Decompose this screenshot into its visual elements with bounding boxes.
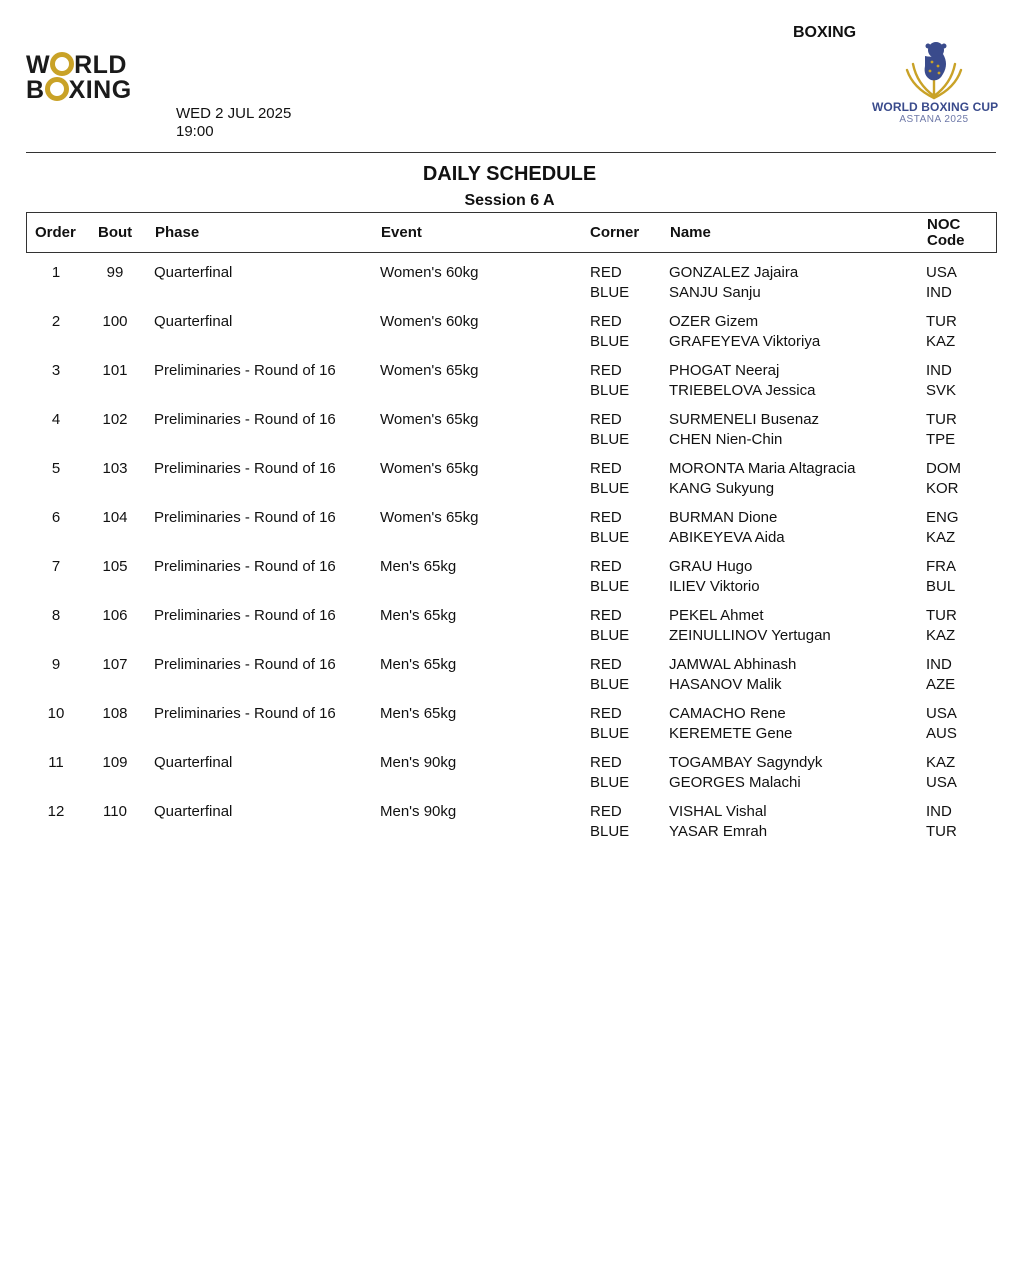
column-header-phase: Phase	[155, 223, 200, 241]
blue-noc-code: IND	[926, 284, 952, 301]
table-row	[0, 312, 1019, 361]
red-corner-label: RED	[590, 362, 622, 379]
red-noc-code: FRA	[926, 558, 956, 575]
red-corner-label: RED	[590, 803, 622, 820]
leopard-emblem-icon	[899, 40, 969, 100]
blue-boxer-name: ILIEV Viktorio	[669, 578, 760, 595]
bout-event: Men's 90kg	[380, 803, 457, 820]
blue-corner-label: BLUE	[590, 627, 630, 644]
bout-event: Men's 65kg	[380, 656, 457, 673]
cup-title: WORLD BOXING CUP	[872, 100, 999, 114]
column-header-noc-line1: NOC	[927, 215, 961, 233]
blue-noc-code: KAZ	[926, 333, 956, 350]
schedule-date: WED 2 JUL 2025	[176, 105, 292, 122]
column-header-event: Event	[381, 223, 422, 241]
bout-phase: Preliminaries - Round of 16	[154, 509, 336, 526]
header-divider	[26, 152, 996, 153]
red-corner-label: RED	[590, 313, 622, 330]
blue-corner-label: BLUE	[590, 774, 630, 791]
page-title: DAILY SCHEDULE	[422, 163, 597, 185]
table-row	[0, 655, 1019, 704]
bout-event: Women's 65kg	[380, 509, 479, 526]
blue-boxer-name: HASANOV Malik	[669, 676, 782, 693]
bout-order: 11	[48, 754, 64, 771]
blue-corner-label: BLUE	[590, 382, 630, 399]
red-corner-label: RED	[590, 607, 622, 624]
bout-order: 7	[51, 558, 61, 575]
schedule-datetime	[176, 105, 291, 141]
bout-number: 108	[102, 705, 128, 722]
red-noc-code: TUR	[926, 607, 957, 624]
bout-number: 106	[102, 607, 128, 624]
blue-corner-label: BLUE	[590, 725, 630, 742]
blue-corner-label: BLUE	[590, 676, 630, 693]
bout-order: 6	[51, 509, 61, 526]
red-noc-code: TUR	[926, 411, 957, 428]
bout-phase: Preliminaries - Round of 16	[154, 460, 336, 477]
red-corner-label: RED	[590, 754, 622, 771]
bout-phase: Preliminaries - Round of 16	[154, 705, 336, 722]
bout-phase: Preliminaries - Round of 16	[154, 411, 336, 428]
blue-corner-label: BLUE	[590, 529, 630, 546]
red-corner-label: RED	[590, 411, 622, 428]
bout-order: 1	[51, 264, 61, 281]
red-boxer-name: CAMACHO Rene	[669, 705, 786, 722]
table-row	[0, 704, 1019, 753]
bout-event: Women's 65kg	[380, 362, 479, 379]
logo-letters: RLD	[74, 51, 127, 79]
bout-number: 103	[102, 460, 128, 477]
blue-boxer-name: ABIKEYEVA Aida	[669, 529, 785, 546]
blue-boxer-name: TRIEBELOVA Jessica	[669, 382, 816, 399]
table-row	[0, 508, 1019, 557]
red-corner-label: RED	[590, 460, 622, 477]
logo-ring-icon	[50, 52, 74, 76]
red-corner-label: RED	[590, 264, 622, 281]
red-boxer-name: GONZALEZ Jajaira	[669, 264, 799, 281]
bout-event: Women's 65kg	[380, 411, 479, 428]
bout-phase: Preliminaries - Round of 16	[154, 362, 336, 379]
bout-number: 109	[102, 754, 128, 771]
bout-event: Men's 90kg	[380, 754, 457, 771]
blue-noc-code: TPE	[926, 431, 956, 448]
bout-phase: Quarterfinal	[154, 313, 233, 330]
schedule-time: 19:00	[176, 123, 214, 140]
logo-line-boxing	[26, 77, 186, 102]
red-corner-label: RED	[590, 705, 622, 722]
red-boxer-name: PHOGAT Neeraj	[669, 362, 780, 379]
blue-noc-code: AUS	[926, 725, 957, 742]
red-boxer-name: BURMAN Dione	[669, 509, 778, 526]
bout-phase: Quarterfinal	[154, 264, 233, 281]
table-row	[0, 557, 1019, 606]
blue-corner-label: BLUE	[590, 431, 630, 448]
column-header-corner: Corner	[590, 223, 640, 241]
table-row	[0, 410, 1019, 459]
sport-label: BOXING	[793, 24, 857, 41]
blue-boxer-name: GRAFEYEVA Viktoriya	[669, 333, 821, 350]
blue-boxer-name: CHEN Nien-Chin	[669, 431, 783, 448]
table-row	[0, 802, 1019, 851]
table-row	[0, 263, 1019, 312]
logo-ring-icon	[45, 77, 69, 101]
table-row	[0, 361, 1019, 410]
red-noc-code: IND	[926, 656, 952, 673]
bout-phase: Preliminaries - Round of 16	[154, 607, 336, 624]
bout-order: 2	[51, 313, 61, 330]
blue-corner-label: BLUE	[590, 578, 630, 595]
blue-noc-code: USA	[926, 774, 957, 791]
blue-corner-label: BLUE	[590, 823, 630, 840]
bout-order: 8	[51, 607, 61, 624]
bout-phase: Quarterfinal	[154, 803, 233, 820]
bout-order: 3	[51, 362, 61, 379]
bout-order: 9	[51, 656, 61, 673]
table-row	[0, 606, 1019, 655]
red-noc-code: DOM	[926, 460, 961, 477]
bout-number: 101	[102, 362, 128, 379]
red-noc-code: KAZ	[926, 754, 956, 771]
red-noc-code: IND	[926, 803, 952, 820]
bout-phase: Quarterfinal	[154, 754, 233, 771]
blue-boxer-name: SANJU Sanju	[669, 284, 761, 301]
red-corner-label: RED	[590, 656, 622, 673]
table-row	[0, 753, 1019, 802]
bout-event: Men's 65kg	[380, 705, 457, 722]
column-header-noc	[927, 213, 965, 252]
blue-boxer-name: ZEINULLINOV Yertugan	[669, 627, 831, 644]
blue-noc-code: KAZ	[926, 627, 956, 644]
bout-order: 5	[51, 460, 61, 477]
red-noc-code: ENG	[926, 509, 959, 526]
table-header	[26, 212, 997, 253]
bout-order: 10	[47, 705, 65, 722]
red-noc-code: IND	[926, 362, 952, 379]
bout-number: 102	[102, 411, 128, 428]
blue-boxer-name: KEREMETE Gene	[669, 725, 793, 742]
red-boxer-name: GRAU Hugo	[669, 558, 753, 575]
blue-noc-code: AZE	[926, 676, 956, 693]
red-boxer-name: TOGAMBAY Sagyndyk	[669, 754, 823, 771]
red-boxer-name: SURMENELI Busenaz	[669, 411, 820, 428]
blue-corner-label: BLUE	[590, 284, 630, 301]
blue-corner-label: BLUE	[590, 480, 630, 497]
red-noc-code: TUR	[926, 313, 957, 330]
blue-boxer-name: KANG Sukyung	[669, 480, 775, 497]
table-row	[0, 459, 1019, 508]
blue-noc-code: SVK	[926, 382, 957, 399]
red-boxer-name: PEKEL Ahmet	[669, 607, 764, 624]
bout-number: 110	[103, 803, 127, 820]
bout-phase: Preliminaries - Round of 16	[154, 656, 336, 673]
blue-noc-code: KOR	[926, 480, 959, 497]
red-boxer-name: JAMWAL Abhinash	[669, 656, 797, 673]
bout-number: 107	[102, 656, 128, 673]
column-header-order: Order	[35, 223, 76, 241]
blue-boxer-name: YASAR Emrah	[669, 823, 768, 840]
logo-line-world	[26, 52, 186, 77]
bout-event: Women's 60kg	[380, 313, 479, 330]
bout-number: 104	[102, 509, 128, 526]
world-boxing-cup-emblem	[872, 40, 999, 125]
red-boxer-name: OZER Gizem	[669, 313, 759, 330]
red-noc-code: USA	[926, 705, 957, 722]
bout-event: Women's 65kg	[380, 460, 479, 477]
column-header-noc-line2: Code	[927, 231, 965, 249]
bout-number: 100	[102, 313, 128, 330]
schedule-table-body	[0, 263, 1019, 851]
red-boxer-name: VISHAL Vishal	[669, 803, 767, 820]
bout-number: 105	[102, 558, 128, 575]
bout-order: 4	[51, 411, 61, 428]
blue-corner-label: BLUE	[590, 333, 630, 350]
logo-letters: XING	[68, 76, 132, 104]
logo-letter: W	[26, 51, 51, 79]
red-noc-code: USA	[926, 264, 957, 281]
bout-event: Men's 65kg	[380, 607, 457, 624]
red-corner-label: RED	[590, 558, 622, 575]
blue-noc-code: TUR	[926, 823, 957, 840]
logo-letter: B	[26, 76, 45, 104]
column-header-bout: Bout	[98, 223, 133, 241]
bout-event: Women's 60kg	[380, 264, 479, 281]
session-label: Session 6 A	[464, 192, 555, 209]
bout-order: 12	[47, 803, 65, 820]
red-corner-label: RED	[590, 509, 622, 526]
red-boxer-name: MORONTA Maria Altagracia	[669, 460, 856, 477]
blue-boxer-name: GEORGES Malachi	[669, 774, 801, 791]
bout-number: 99	[106, 264, 124, 281]
cup-subtitle: ASTANA 2025	[899, 114, 969, 125]
bout-phase: Preliminaries - Round of 16	[154, 558, 336, 575]
bout-event: Men's 65kg	[380, 558, 457, 575]
blue-noc-code: BUL	[926, 578, 956, 595]
column-header-name: Name	[670, 223, 711, 241]
blue-noc-code: KAZ	[926, 529, 956, 546]
world-boxing-logo	[26, 52, 186, 102]
